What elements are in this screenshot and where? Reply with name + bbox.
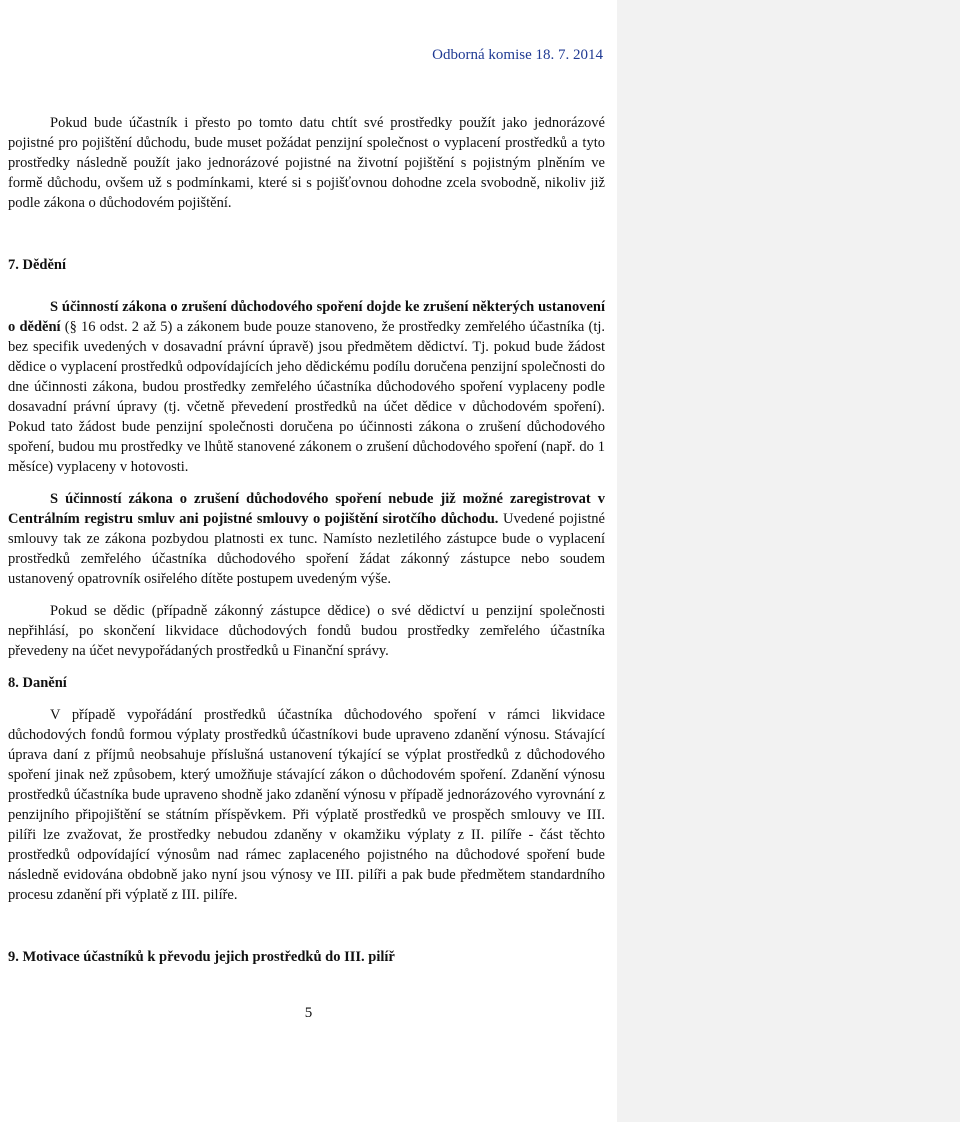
- running-header: Odborná komise 18. 7. 2014: [432, 47, 603, 63]
- section-heading-8: 8. Danění: [8, 675, 67, 691]
- page-number: 5: [304, 1005, 313, 1021]
- document-body: [8, 113, 605, 967]
- bold-text: S účinností zákona o zrušení důchodového spoření dojde ke zrušení některých ustanovení o dědění: [8, 299, 605, 335]
- right-margin-area: [617, 0, 960, 1122]
- section-heading-9: 9. Motivace účastníků k převodu jejich prostředků do III. pilíř: [8, 949, 395, 965]
- body-text: Uvedené pojistné smlouvy tak ze zákona pozbydou platnosti ex tunc. Namísto nezletilého zástupce bude o vyplacení prostředků zemřelého účastníka důchodového spoření žádat zákonný zástupce nebo soudem ustanovený opatrovník osiřelého dítěte postupem uvedeným výše.: [8, 511, 605, 587]
- section-heading-7: 7. Dědění: [8, 257, 66, 273]
- paragraph: Pokud bude účastník i přesto po tomto datu chtít své prostředky použít jako jednorázové pojistné pro pojištění důchodu, bude muset požádat penzijní společnost o vyplacení prostředků a tyto prostředky následně použít jako jednorázové pojistné na životní pojištění s pojistným plněním ve formě důchodu, ovšem už s podmínkami, které si s pojišťovnou dohodne zcela svobodně, nikoliv již podle zákona o důchodovém pojištění.: [8, 115, 605, 211]
- body-text: (§ 16 odst. 2 až 5) a zákonem bude pouze stanoveno, že prostředky zemřelého účastníka (tj. bez specifik uvedených v dosavadní právní úpravě) jsou předmětem dědictví. Tj. pokud bude žádost dědice o vyplacení prostředků odpovídajících jeho dědickému podílu doručena penzijní společnosti do dne účinnosti zákona, budou prostředky zemřelého účastníka důchodového spoření vyplaceny podle dosavadní právní úpravy (tj. včetně převedení prostředků na účet dědice v důchodovém spoření). Pokud tato žádost bude penzijní společnosti doručena po účinnosti zákona o zrušení důchodového spoření, budou mu prostředky ve lhůtě stanovené zákonem o zrušení důchodového spoření (např. do 1 měsíce) vyplaceny v hotovosti.: [8, 319, 606, 475]
- paragraph: [8, 297, 605, 477]
- paragraph: Pokud se dědic (případně zákonný zástupce dědice) o své dědictví u penzijní společnosti nepřihlásí, po skončení likvidace důchodových fondů budou prostředky zemřelého účastníka převedeny na účet nevypořádaných prostředků u Finanční správy.: [8, 603, 605, 659]
- paragraph: V případě vypořádání prostředků účastníka důchodového spoření v rámci likvidace důchodových fondů formou výplaty prostředků účastníkovi bude upraveno zdanění výnosu. Stávající úprava daní z příjmů neobsahuje příslušná ustanovení týkající se výplat prostředků z důchodového spoření jinak než způsobem, který umožňuje stávající zákon o důchodovém spoření. Zdanění výnosu prostředků účastníka bude upraveno shodně jako zdanění výnosu v případě jednorázového vyrovnání z penzijního připojištění se státním příspěvkem. Při výplatě prostředků ve prospěch smlouvy ve III. pilíři lze zvažovat, že prostředky nebudou zdaněny v okamžiku výplaty z II. pilíře - část těchto prostředků odpovídající výnosům nad rámec zaplaceného pojistného na důchodové spoření bude následně evidována obdobně jako nyní jsou výnosy ve III. pilíři a pak bude předmětem standardního procesu zdanění při výplatě z III. pilíře.: [8, 707, 605, 903]
- paragraph: [8, 489, 605, 589]
- bold-text: S účinností zákona o zrušení důchodového spoření nebude již možné zaregistrovat v Centrálním registru smluv ani pojistné smlouvy o pojištění sirotčího důchodu.: [8, 491, 605, 527]
